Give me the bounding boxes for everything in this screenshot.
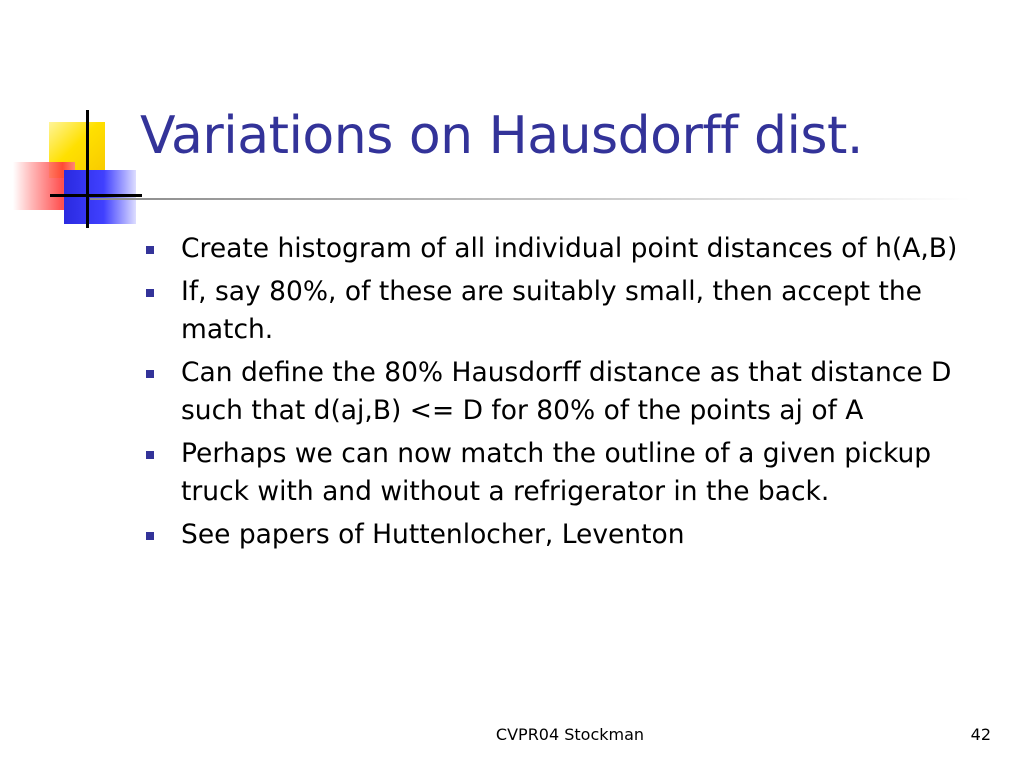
- bullet-text: Create histogram of all individual point distances of h(A,B): [181, 233, 958, 264]
- bullet-list: [140, 230, 980, 559]
- square-bullet-icon: [146, 370, 154, 378]
- bullet-text: Perhaps we can now match the outline of a given pickup truck with and without a refrigerator in the back.: [181, 438, 932, 507]
- logo-horizontal-line: [50, 194, 142, 197]
- square-bullet-icon: [146, 532, 154, 540]
- square-bullet-icon: [146, 246, 154, 254]
- bullet-item: [140, 516, 980, 554]
- bullet-item: [140, 273, 980, 349]
- colored-blocks-logo-icon: [0, 0, 150, 240]
- bullet-text: If, say 80%, of these are suitably small, then accept the match.: [181, 276, 922, 345]
- square-bullet-icon: [146, 289, 154, 297]
- bullet-item: [140, 230, 980, 268]
- logo-vertical-line: [86, 110, 89, 228]
- bullet-item: [140, 435, 980, 511]
- footer-text: CVPR04 Stockman: [495, 725, 645, 744]
- bullet-text: See papers of Huttenlocher, Leventon: [181, 519, 685, 550]
- title-divider: [90, 198, 970, 200]
- page-number: 42: [970, 725, 991, 744]
- bullet-item: [140, 354, 980, 430]
- square-bullet-icon: [146, 451, 154, 459]
- logo-blue-block: [64, 170, 136, 224]
- bullet-text: Can define the 80% Hausdorff distance as that distance D such that d(aj,B) <= D for 80% of the points aj of A: [181, 357, 952, 426]
- slide-title: Variations on Hausdorff dist.: [140, 106, 863, 166]
